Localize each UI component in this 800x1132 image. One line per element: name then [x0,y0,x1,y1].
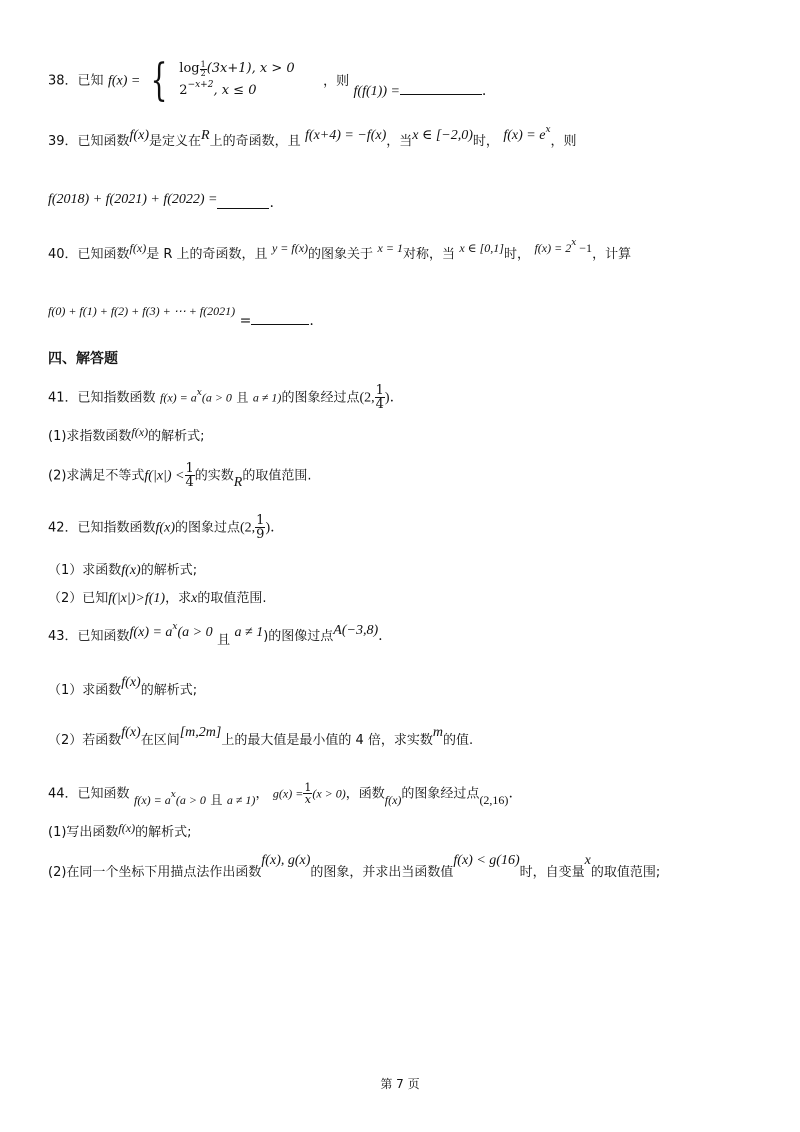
q38-log-base: $\frac{1}{2}$ [200,60,206,78]
question-44-part1: (1)写出函数f(x)的解析式; [48,821,192,840]
answer-blank [251,310,309,325]
question-41: 41．已知指数函数 $f(x) = a^x(a > 0$ 且 a ≠ 1)的图象经过点(2, $\frac{1}{4}$ ). [48,383,395,412]
page-number: 第 7 页 [380,1077,420,1091]
question-40: 40．已知函数f(x)是 R 上的奇函数，且 y = f(x)的图象关于 x = 1对称，当 x ∈ [0,1]时， $f(x) = 2^x -1$，计算 [48,238,632,262]
q38-cases [179,58,294,103]
q38-then: ，则 [323,73,350,89]
q38-case1: log $\frac{1}{2}$ (3x+1), x > 0 [179,60,295,78]
fraction: $\frac{1}{4}$ [375,383,384,412]
question-44-part2: (2)在同一个坐标下用描点法作出函数f(x), g(x)的图象，并求出当函数值f(x) < g(16)时，自变量x的取值范围; [48,853,661,880]
q38-case2: $2^{-x+2}$, x ≤ 0 [179,80,257,98]
question-40-line2: f(0) + f(1) + f(2) + f(3) + ⋯ + f(2021) = . [48,304,314,329]
question-39: 39．已知函数f(x)是定义在R上的奇函数，且 f(x+4) = −f(x)，当x ∈ [−2,0)时， $f(x) = e^x$，则 [48,125,577,149]
answer-blank [217,194,269,209]
fraction: $\frac{1}{x}$ [304,781,312,806]
q38-brace: { [150,54,168,106]
fraction: $\frac{1}{9}$ [256,513,265,542]
question-42-part1: （1）求函数f(x)的解析式; [48,563,198,578]
question-41-part1: (1)求指数函数f(x)的解析式; [48,425,205,444]
question-43-part2: （2）若函数f(x)在区间[m,2m]上的最大值是最小值的 4 倍，求实数m的值. [48,725,474,748]
question-43-part1: （1）求函数f(x)的解析式; [48,675,198,698]
fraction: $\frac{1}{4}$ [185,461,194,490]
q38-label: 38．已知 [48,73,104,89]
question-43: 43．已知函数$f(x) = a^x(a > 0$ 且 a ≠ 1)的图像过点A(−3,8). [48,622,383,648]
question-38: 38．已知 f(x) = { log $\frac{1}{2}$ (3x+1), x > 0 $2^{-x+2}$, x ≤ 0 ，则 f(f(1)) = . [48,54,487,106]
q38-fx: f(x) = [108,73,141,89]
question-42-part2: （2）已知f(|x|)>f(1)，求x的取值范围. [48,591,267,606]
section-heading: 四、解答题 [48,351,118,367]
question-39-line2: f(2018) + f(2021) + f(2022) = . [48,192,274,211]
question-41-part2: (2)求满足不等式f(|x|) < $\frac{1}{4}$ 的实数R的取值范围. [48,461,312,490]
answer-blank [400,80,482,95]
question-42: 42．已知指数函数f(x)的图象过点(2, $\frac{1}{9}$ ). [48,513,275,542]
q38-expr: f(f(1)) = [353,83,400,99]
question-44: 44．已知函数 f(x) = ax(a > 0 且 a ≠ 1)， g(x) = $\frac{1}{x}$ (x > 0)，函数f(x)的图象经过点(2,16). [48,781,513,807]
